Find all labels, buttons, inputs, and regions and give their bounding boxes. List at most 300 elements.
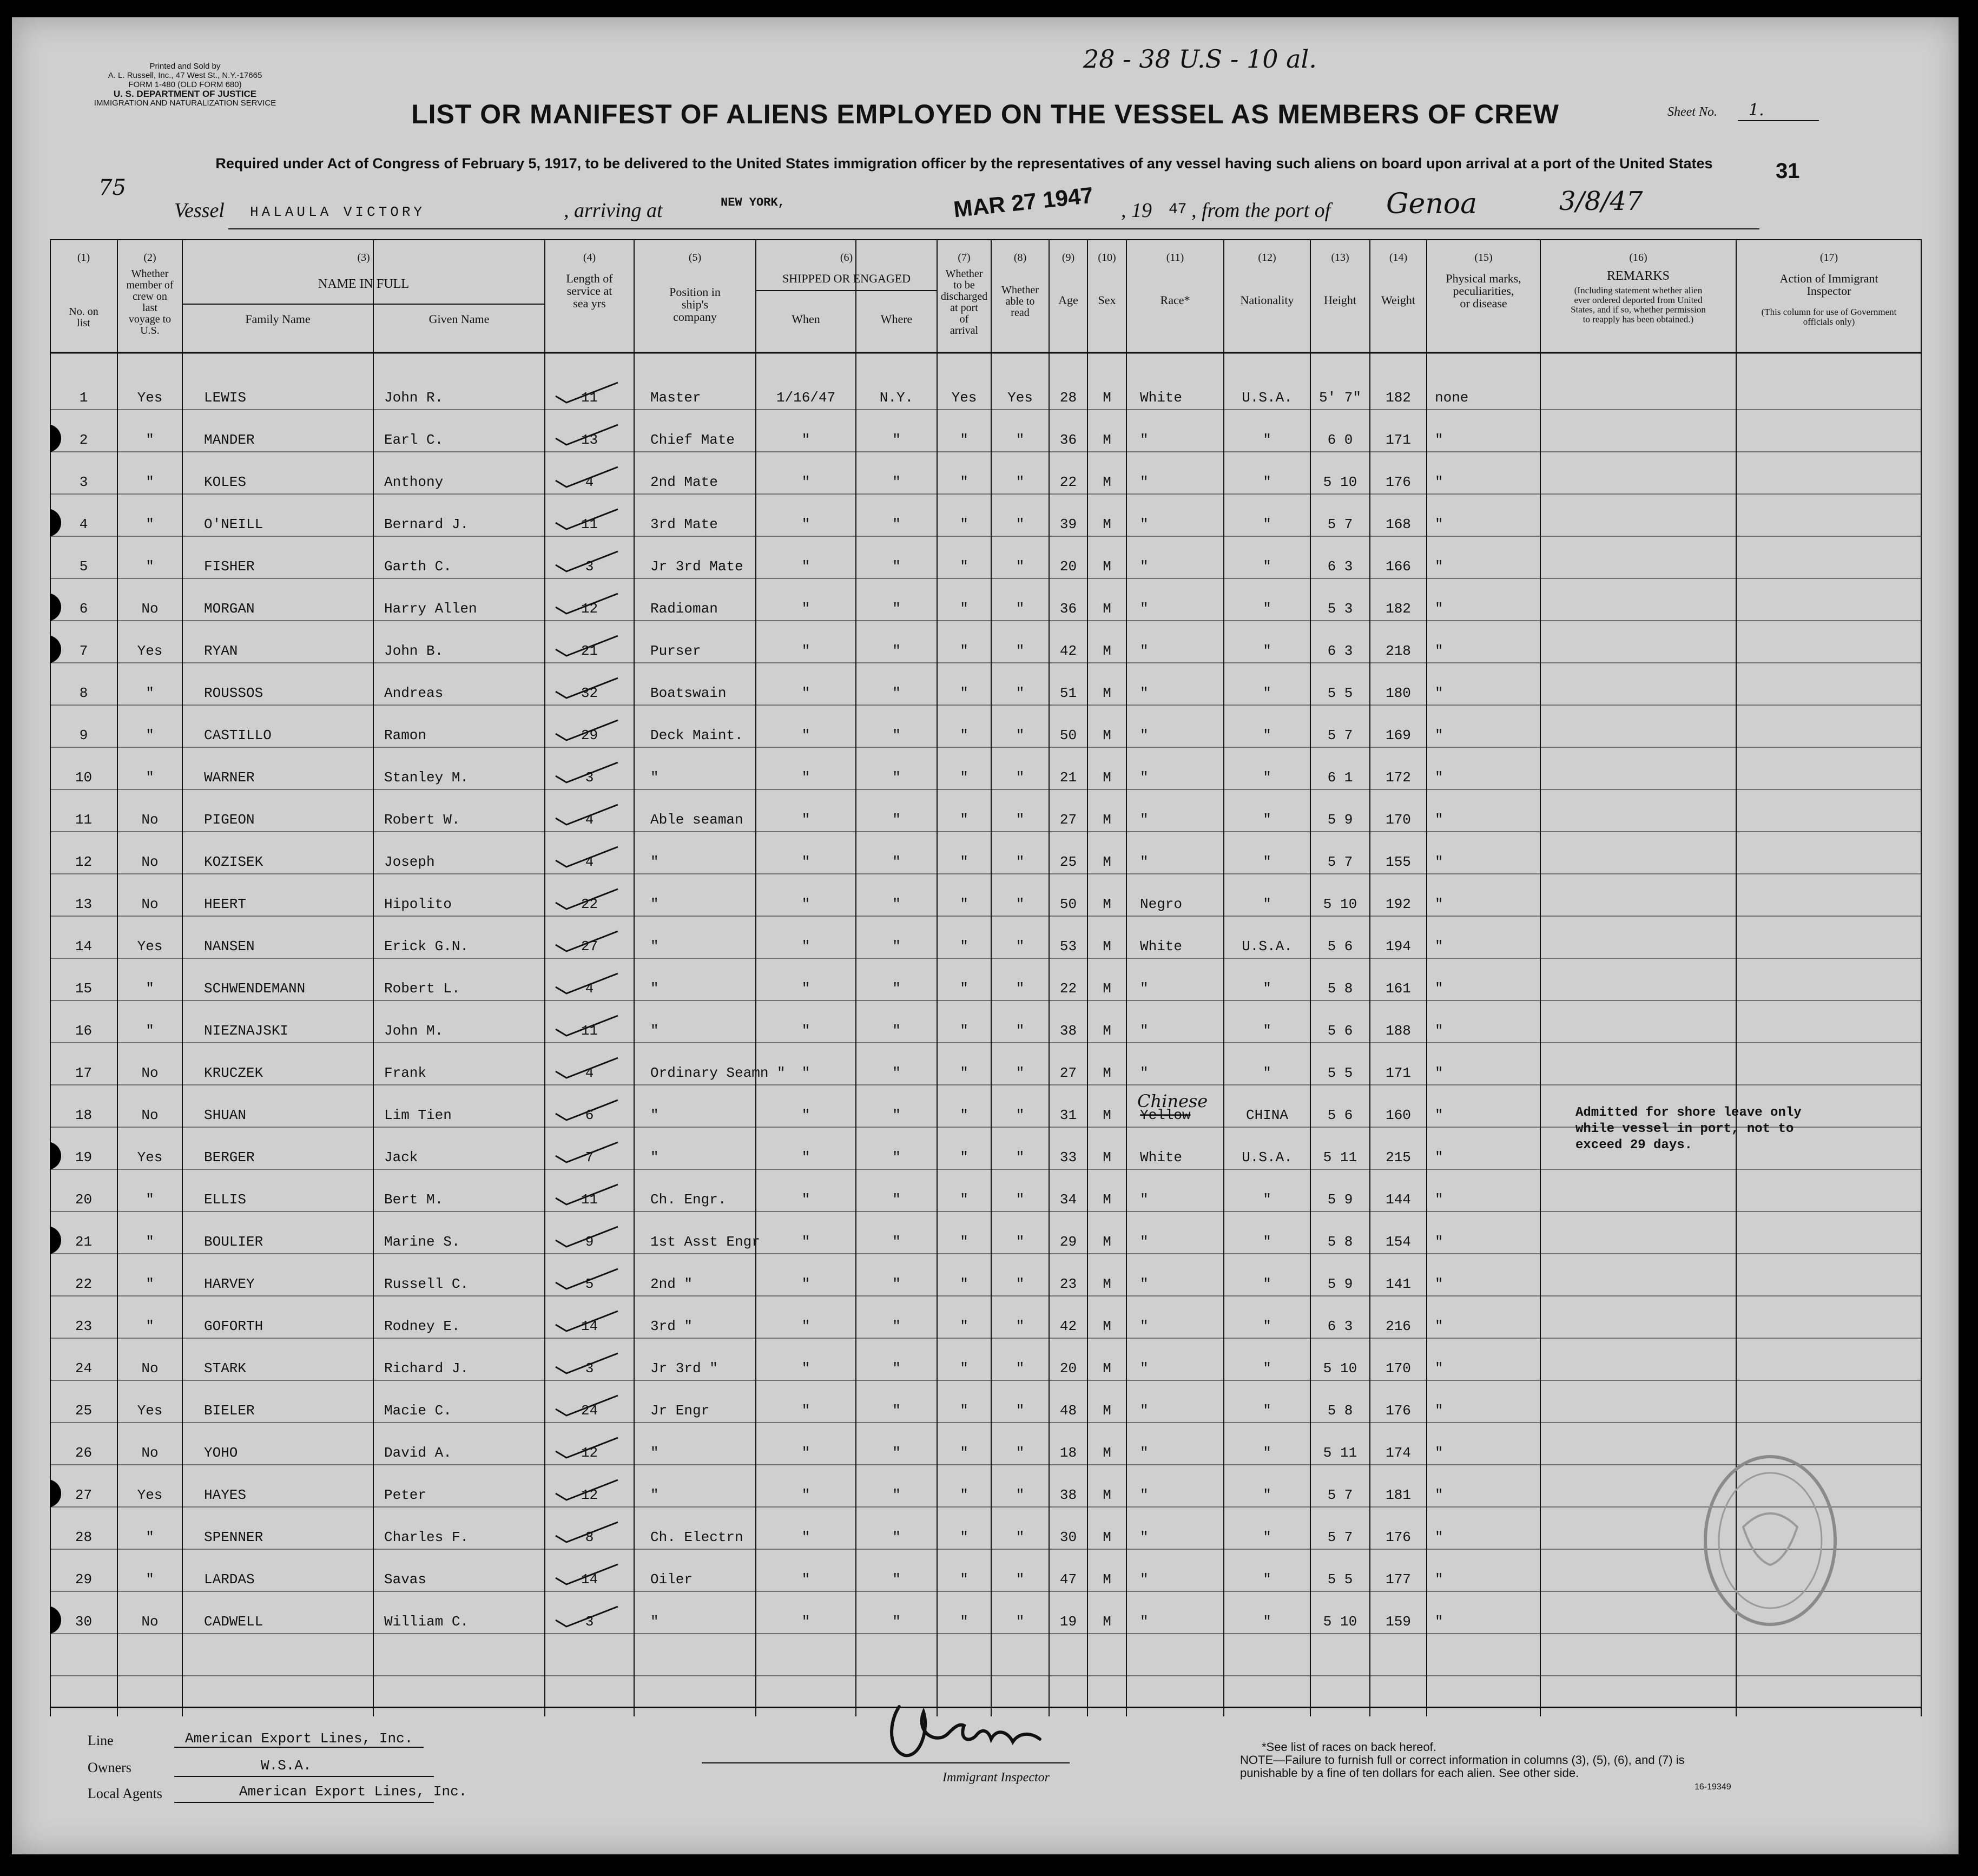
header-when: When <box>792 312 820 326</box>
cell-1: Yes <box>137 1149 163 1166</box>
cell-7: " <box>892 685 901 701</box>
publisher-line: U. S. DEPARTMENT OF JUSTICE <box>113 89 257 99</box>
cell-13: CHINA <box>1245 1107 1289 1123</box>
cell-12: " <box>1140 727 1149 743</box>
cell-2: KOLES <box>204 474 247 490</box>
cell-4: 4 <box>585 1065 594 1081</box>
remarks-note <box>1575 1105 1802 1154</box>
publisher-line: A. L. Russell, Inc., 47 West St., N.Y.-17665 <box>108 71 262 80</box>
cell-14: 5 9 <box>1327 1192 1353 1208</box>
cell-16: " <box>1435 1065 1443 1081</box>
cell-5: Deck Maint. <box>650 727 743 743</box>
cell-1: No <box>141 812 159 828</box>
cell-1: No <box>141 896 159 912</box>
cell-12: " <box>1140 1403 1149 1419</box>
cell-1: No <box>141 1360 159 1377</box>
statute-text: Required under Act of Congress of February 5, 1917, to be delivered to the United States immigration officer by the representatives of any vessel having such aliens on board upon arrival at a port of the United States <box>215 155 1713 172</box>
header-physical-marks: or disease <box>1460 297 1507 311</box>
cell-15: 192 <box>1386 896 1411 912</box>
cell-9: " <box>1016 854 1025 870</box>
cell-16: " <box>1435 980 1443 997</box>
cell-14: 5 9 <box>1327 1276 1353 1292</box>
cell-3: Anthony <box>384 474 444 490</box>
punch-hole <box>50 424 61 452</box>
cell-2: MANDER <box>204 432 255 448</box>
cell-6: " <box>801 727 810 743</box>
cell-2: WARNER <box>204 769 255 786</box>
cell-3: Garth C. <box>384 558 452 575</box>
cell-3: David A. <box>384 1445 452 1461</box>
cell-3: John R. <box>384 390 444 406</box>
cell-14: 5 6 <box>1327 1107 1353 1123</box>
cell-9: " <box>1016 727 1025 743</box>
cell-6: " <box>801 1065 810 1081</box>
cell-15: 182 <box>1386 601 1411 617</box>
cell-10: 39 <box>1059 516 1077 532</box>
cell-11: M <box>1103 896 1111 912</box>
column-number: (13) <box>1331 252 1349 264</box>
cell-16: " <box>1435 1023 1443 1039</box>
cell-9: " <box>1016 812 1025 828</box>
cell-5: " <box>650 1614 659 1630</box>
cell-16: " <box>1435 1487 1443 1503</box>
cell-11: M <box>1103 1614 1111 1630</box>
races-note: *See list of races on back hereof. <box>1262 1740 1436 1754</box>
header-sex: Sex <box>1098 293 1116 307</box>
cell-1: No <box>141 1445 159 1461</box>
cell-6: " <box>801 1107 810 1123</box>
header-list-no: No. on <box>69 306 98 318</box>
cell-9: " <box>1016 1571 1025 1588</box>
cell-5: Master <box>650 390 701 406</box>
cell-11: M <box>1103 432 1111 448</box>
cell-2: CADWELL <box>204 1614 263 1630</box>
cell-15: 182 <box>1386 390 1411 406</box>
cell-8: " <box>960 1234 968 1250</box>
cell-7: " <box>892 1234 901 1250</box>
cell-5: Able seaman <box>650 812 743 828</box>
cell-12: " <box>1140 980 1149 997</box>
cell-15: 188 <box>1386 1023 1411 1039</box>
header-discharged: to be <box>953 279 975 291</box>
header-remarks-sub: States, and if so, whether permission <box>1571 304 1706 315</box>
sheet-label: Sheet No. <box>1667 105 1717 119</box>
cell-10: 19 <box>1059 1614 1077 1630</box>
header-where: Where <box>880 312 913 326</box>
cell-3: Richard J. <box>384 1360 469 1377</box>
header-physical-marks: Physical marks, <box>1446 272 1521 285</box>
cell-14: 6 1 <box>1327 769 1353 786</box>
cell-14: 5 5 <box>1327 1571 1353 1588</box>
cell-12: " <box>1140 1529 1149 1545</box>
document-title: LIST OR MANIFEST OF ALIENS EMPLOYED ON THE VESSEL AS MEMBERS OF CREW <box>411 99 1559 129</box>
cell-6: " <box>801 896 810 912</box>
cell-5: Ordinary Seamn " <box>650 1065 786 1081</box>
cell-10: 28 <box>1059 390 1077 406</box>
cell-2: LARDAS <box>204 1571 255 1588</box>
cell-1: " <box>146 769 154 786</box>
header-remarks: REMARKS <box>1606 269 1670 283</box>
cell-8: " <box>960 1276 968 1292</box>
cell-8: " <box>960 769 968 786</box>
header-last-voyage: crew on <box>133 291 167 302</box>
year-suffix: 47 <box>1169 201 1187 218</box>
cell-2: NANSEN <box>204 938 255 955</box>
cell-13: " <box>1263 1445 1271 1461</box>
vessel-name: HALAULA VICTORY <box>250 204 426 220</box>
cell-0: 19 <box>75 1149 93 1166</box>
header-remarks-sub: ever ordered deported from United <box>1574 294 1703 305</box>
cell-15: 160 <box>1386 1107 1411 1123</box>
cell-7: " <box>892 1276 901 1292</box>
cell-1: Yes <box>137 390 163 406</box>
header-remarks-sub: (Including statement whether alien <box>1574 285 1703 295</box>
cell-14: 6 3 <box>1327 558 1353 575</box>
cell-6: " <box>801 685 810 701</box>
cell-5: " <box>650 769 659 786</box>
cell-9: " <box>1016 1192 1025 1208</box>
cell-0: 3 <box>79 474 88 490</box>
cell-13: " <box>1263 516 1271 532</box>
cell-4: 32 <box>581 685 598 701</box>
cell-9: " <box>1016 1065 1025 1081</box>
cell-4: 14 <box>581 1571 598 1588</box>
cell-2: YOHO <box>204 1445 238 1461</box>
cell-13: " <box>1263 1065 1271 1081</box>
cell-3: Robert L. <box>384 980 460 997</box>
cell-11: M <box>1103 685 1111 701</box>
cell-2: ROUSSOS <box>204 685 263 701</box>
cell-11: M <box>1103 474 1111 490</box>
cell-4: 13 <box>581 432 598 448</box>
cell-5: 2nd Mate <box>650 474 718 490</box>
cell-5: " <box>650 854 659 870</box>
cell-16: " <box>1435 1360 1443 1377</box>
cell-7: " <box>892 558 901 575</box>
cell-13: " <box>1263 643 1271 659</box>
penalty-note: NOTE—Failure to furnish full or correct information in columns (3), (5), (6), and (7) is punishable by a fine of ten dollars for each alien. See other side. <box>1240 1753 1685 1780</box>
cell-15: 170 <box>1386 1360 1411 1377</box>
header-list-no: list <box>77 317 90 329</box>
cell-14: 5 10 <box>1323 1614 1357 1630</box>
cell-0: 6 <box>79 601 88 617</box>
cell-2: SCHWENDEMANN <box>204 980 306 997</box>
cell-8: " <box>960 1529 968 1545</box>
cell-16: " <box>1435 1445 1443 1461</box>
cell-12: " <box>1140 432 1149 448</box>
cell-10: 22 <box>1059 474 1077 490</box>
header-last-voyage: last <box>142 302 157 314</box>
arriving-label: , arriving at <box>564 199 663 222</box>
cell-16: " <box>1435 1107 1443 1123</box>
cell-8: " <box>960 1445 968 1461</box>
cell-7: " <box>892 1445 901 1461</box>
cell-11: M <box>1103 1276 1111 1292</box>
cell-10: 30 <box>1059 1529 1077 1545</box>
cell-3: John B. <box>384 643 444 659</box>
cell-10: 29 <box>1059 1234 1077 1250</box>
cell-4: 4 <box>585 854 594 870</box>
cell-4: 11 <box>581 516 598 532</box>
cell-1: No <box>141 1614 159 1630</box>
cell-3: William C. <box>384 1614 469 1630</box>
cell-15: 218 <box>1386 643 1411 659</box>
cell-16: " <box>1435 1403 1443 1419</box>
column-number: (10) <box>1098 252 1116 264</box>
cell-13: " <box>1263 812 1271 828</box>
cell-16: " <box>1435 1276 1443 1292</box>
publisher-line: IMMIGRATION AND NATURALIZATION SERVICE <box>94 98 276 108</box>
cell-12: " <box>1140 1192 1149 1208</box>
cell-3: Frank <box>384 1065 427 1081</box>
publisher-line: Printed and Sold by <box>149 62 221 71</box>
cell-6: " <box>801 1445 810 1461</box>
cell-4: 4 <box>585 812 594 828</box>
cell-0: 20 <box>75 1192 93 1208</box>
remarks-line: Admitted for shore leave only <box>1575 1105 1802 1120</box>
cell-2: PIGEON <box>204 812 255 828</box>
cell-8: " <box>960 727 968 743</box>
cell-11: M <box>1103 1234 1111 1250</box>
cell-8: " <box>960 516 968 532</box>
manifest-sheet <box>12 17 1959 1854</box>
cell-6: 1/16/47 <box>776 390 836 406</box>
cell-16: " <box>1435 1234 1443 1250</box>
header-action-inspector: Action of Immigrant <box>1779 272 1878 285</box>
cell-12: White <box>1140 938 1183 955</box>
cell-2: BERGER <box>204 1149 255 1166</box>
punch-hole <box>50 635 61 663</box>
cell-13: " <box>1263 854 1271 870</box>
cell-4: 4 <box>585 474 594 490</box>
cell-9: " <box>1016 474 1025 490</box>
cell-3: Bert M. <box>384 1192 444 1208</box>
cell-16: " <box>1435 854 1443 870</box>
cell-15: 144 <box>1386 1192 1411 1208</box>
cell-15: 194 <box>1386 938 1411 955</box>
cell-10: 53 <box>1059 938 1077 955</box>
cell-11: M <box>1103 812 1111 828</box>
cell-3: Russell C. <box>384 1276 469 1292</box>
cell-7: " <box>892 1529 901 1545</box>
cell-5: " <box>650 1107 659 1123</box>
sheet-number: 1. <box>1749 101 1764 120</box>
header-action-sub: (This column for use of Government <box>1761 307 1897 317</box>
cell-2: ELLIS <box>204 1192 247 1208</box>
header-length-of-service: sea yrs <box>573 297 606 311</box>
cell-6: " <box>801 1318 810 1334</box>
header-weight: Weight <box>1381 293 1415 307</box>
header-discharged: discharged <box>940 291 988 302</box>
cell-3: Savas <box>384 1571 427 1588</box>
cell-1: " <box>146 1023 154 1039</box>
cell-15: 155 <box>1386 854 1411 870</box>
sheet-number-line <box>1738 120 1819 121</box>
cell-1: " <box>146 1192 154 1208</box>
cell-16: " <box>1435 643 1443 659</box>
owners-label: Owners <box>88 1760 131 1775</box>
manifest-table <box>50 239 1922 1716</box>
cell-8: " <box>960 1614 968 1630</box>
cell-15: 154 <box>1386 1234 1411 1250</box>
cell-10: 27 <box>1059 812 1077 828</box>
cell-15: 161 <box>1386 980 1411 997</box>
cell-3: Earl C. <box>384 432 444 448</box>
header-able-to-read: able to <box>1005 295 1035 307</box>
cell-7: " <box>892 601 901 617</box>
cell-11: M <box>1103 1445 1111 1461</box>
cell-15: 176 <box>1386 1403 1411 1419</box>
cell-11: M <box>1103 1149 1111 1166</box>
cell-5: Oiler <box>650 1571 693 1588</box>
header-last-voyage: U.S. <box>140 325 160 337</box>
cell-6: " <box>801 1614 810 1630</box>
cell-10: 21 <box>1059 769 1077 786</box>
cell-10: 31 <box>1059 1107 1077 1123</box>
header-able-to-read: read <box>1011 307 1030 319</box>
cell-9: " <box>1016 1023 1025 1039</box>
cell-9: " <box>1016 769 1025 786</box>
cell-14: 5' 7" <box>1318 390 1362 406</box>
cell-8: Yes <box>951 390 977 406</box>
cell-12: " <box>1140 643 1149 659</box>
vessel-label: Vessel <box>174 199 225 222</box>
column-number: (1) <box>77 252 90 264</box>
header-name-in-full: NAME IN FULL <box>318 277 409 291</box>
cell-15: 171 <box>1386 432 1411 448</box>
cell-7: " <box>892 1065 901 1081</box>
cell-1: Yes <box>137 1403 163 1419</box>
cell-11: M <box>1103 1487 1111 1503</box>
cell-10: 47 <box>1059 1571 1077 1588</box>
cell-14: 5 8 <box>1327 1234 1353 1250</box>
punch-hole <box>50 1606 61 1634</box>
cell-13: " <box>1263 727 1271 743</box>
cell-3: Charles F. <box>384 1529 469 1545</box>
cell-6: " <box>801 474 810 490</box>
cell-14: 5 6 <box>1327 1023 1353 1039</box>
cell-15: 170 <box>1386 812 1411 828</box>
cell-15: 174 <box>1386 1445 1411 1461</box>
header-shipped-engaged: SHIPPED OR ENGAGED <box>782 272 911 285</box>
remarks-line: exceed 29 days. <box>1575 1138 1693 1153</box>
cell-12: White <box>1140 1149 1183 1166</box>
cell-6: " <box>801 769 810 786</box>
cell-2: RYAN <box>204 643 238 659</box>
cell-10: 34 <box>1059 1192 1077 1208</box>
cell-12: " <box>1140 854 1149 870</box>
cell-4: 27 <box>581 938 598 955</box>
punch-hole <box>50 593 61 621</box>
arriving-port: NEW YORK, <box>721 196 785 209</box>
cell-0: 14 <box>75 938 93 955</box>
header-age: Age <box>1058 293 1078 307</box>
cell-1: No <box>141 1065 159 1081</box>
cell-8: " <box>960 1360 968 1377</box>
cell-1: Yes <box>137 1487 163 1503</box>
cell-0: 11 <box>75 812 93 828</box>
header-height: Height <box>1324 293 1356 307</box>
cell-12: Negro <box>1140 896 1183 912</box>
cell-5: Jr 3rd Mate <box>650 558 743 575</box>
cell-7: " <box>892 1107 901 1123</box>
cell-13: " <box>1263 558 1271 575</box>
cell-1: No <box>141 854 159 870</box>
cell-1: " <box>146 1571 154 1588</box>
cell-16: " <box>1435 432 1443 448</box>
cell-4: 6 <box>585 1107 594 1123</box>
cell-2: GOFORTH <box>204 1318 263 1334</box>
cell-8: " <box>960 1149 968 1166</box>
cell-6: " <box>801 558 810 575</box>
cell-14: 6 0 <box>1327 432 1353 448</box>
cell-4: 11 <box>581 1023 598 1039</box>
cell-4: 3 <box>585 1614 594 1630</box>
cell-12: " <box>1140 812 1149 828</box>
cell-10: 22 <box>1059 980 1077 997</box>
cell-9: " <box>1016 1445 1025 1461</box>
cell-14: 5 7 <box>1327 1487 1353 1503</box>
cell-1: No <box>141 1107 159 1123</box>
race-annotation: Chinese <box>1137 1091 1208 1111</box>
cell-15: 169 <box>1386 727 1411 743</box>
cell-7: " <box>892 854 901 870</box>
cell-7: " <box>892 1614 901 1630</box>
cell-0: 13 <box>75 896 93 912</box>
cell-13: " <box>1263 1023 1271 1039</box>
cell-6: " <box>801 643 810 659</box>
cell-6: " <box>801 1487 810 1503</box>
cell-9: " <box>1016 1614 1025 1630</box>
cell-6: " <box>801 516 810 532</box>
owners-line <box>174 1776 434 1777</box>
cell-7: " <box>892 938 901 955</box>
header-given-name: Given Name <box>428 312 490 326</box>
cell-16: " <box>1435 1529 1443 1545</box>
cell-7: " <box>892 643 901 659</box>
cell-6: " <box>801 1403 810 1419</box>
cell-5: " <box>650 1487 659 1503</box>
cell-1: " <box>146 685 154 701</box>
cell-5: 3rd Mate <box>650 516 718 532</box>
cell-16: " <box>1435 938 1443 955</box>
cell-16: " <box>1435 769 1443 786</box>
cell-9: " <box>1016 558 1025 575</box>
cell-2: SHUAN <box>204 1107 247 1123</box>
cell-5: " <box>650 1023 659 1039</box>
cell-11: M <box>1103 390 1111 406</box>
cell-9: Yes <box>1007 390 1033 406</box>
column-number: (17) <box>1819 252 1838 264</box>
cell-6: " <box>801 1276 810 1292</box>
cell-8: " <box>960 558 968 575</box>
cell-9: " <box>1016 1276 1025 1292</box>
cell-0: 21 <box>75 1234 93 1250</box>
column-number: (11) <box>1166 252 1184 264</box>
cell-6: " <box>801 1529 810 1545</box>
cell-14: 5 9 <box>1327 812 1353 828</box>
local-agents-line <box>174 1802 434 1803</box>
cell-2: HEERT <box>204 896 247 912</box>
cell-10: 36 <box>1059 432 1077 448</box>
cell-16: " <box>1435 812 1443 828</box>
cell-2: CASTILLO <box>204 727 272 743</box>
cell-5: Radioman <box>650 601 718 617</box>
cell-16: " <box>1435 727 1443 743</box>
cell-14: 6 3 <box>1327 1318 1353 1334</box>
cell-8: " <box>960 1318 968 1334</box>
cell-13: " <box>1263 1234 1271 1250</box>
